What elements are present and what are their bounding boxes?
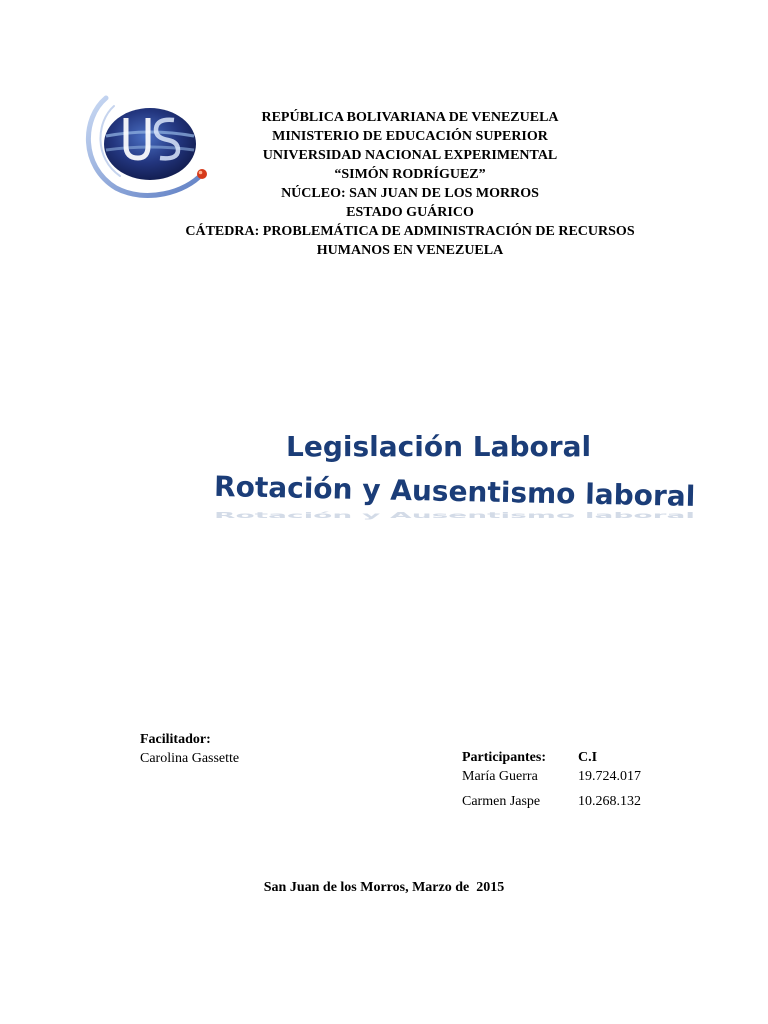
participants-header-name: Participantes: (462, 750, 546, 765)
participants-table (462, 748, 641, 811)
header-line-university: UNIVERSIDAD NACIONAL EXPERIMENTAL (262, 148, 558, 163)
facilitator-name: Carolina Gassette (140, 751, 240, 766)
facilitator-block (140, 730, 239, 768)
header-line-state: ESTADO GUÁRICO (346, 205, 474, 220)
participant-name: Carmen Jaspe (462, 794, 541, 809)
header-line-course: CÁTEDRA: PROBLEMÁTICA DE ADMINISTRACIÓN DE RECURSOS (185, 224, 635, 239)
participants-header-row (462, 748, 641, 767)
title-line-1: Legislación Laboral (286, 430, 592, 463)
document-title (190, 420, 696, 520)
participant-row (462, 792, 641, 811)
place-and-date: San Juan de los Morros, Marzo de 2015 (263, 880, 505, 895)
participant-row (462, 767, 641, 786)
institution-header (150, 108, 670, 260)
title-wordart (190, 420, 696, 520)
participant-name: María Guerra (462, 769, 538, 784)
header-line-nucleus: NÚCLEO: SAN JUAN DE LOS MORROS (281, 186, 539, 201)
header-line-university-name: “SIMÓN RODRÍGUEZ” (334, 167, 486, 182)
participant-id: 19.724.017 (578, 769, 641, 784)
header-line-course-cont: HUMANOS EN VENEZUELA (316, 243, 504, 258)
header-line-ministry: MINISTERIO DE EDUCACIÓN SUPERIOR (272, 129, 548, 144)
facilitator-label: Facilitador: (140, 732, 211, 747)
title-line-2-reflection: Rotación y Ausentismo laboral (214, 510, 695, 520)
participant-id: 10.268.132 (578, 794, 641, 809)
participants-header-id: C.I (578, 750, 598, 765)
header-line-republic: REPÚBLICA BOLIVARIANA DE VENEZUELA (261, 110, 559, 125)
title-line-2: Rotación y Ausentismo laboral (213, 469, 696, 513)
